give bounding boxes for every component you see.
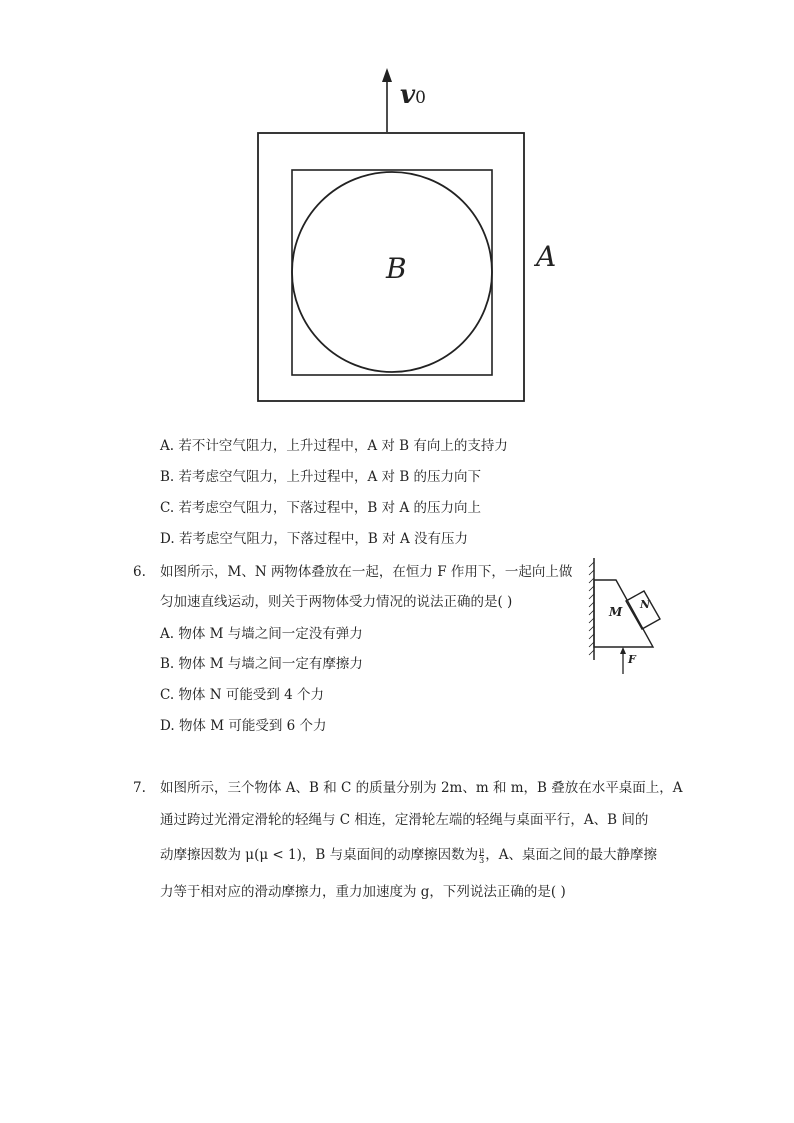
q6-stem-line2: 匀加速直线运动，则关于两物体受力情况的说法正确的是( ) <box>160 594 513 610</box>
q6-number: 6. <box>133 564 146 580</box>
q7-line2: 通过跨过光滑定滑轮的轻绳与 C 相连，定滑轮左端的轻绳与桌面平行，A、B 间的 <box>160 812 649 828</box>
force-arrow-head <box>620 647 626 654</box>
q6-option-b: B. 物体 M 与墙之间一定有摩擦力 <box>160 656 363 672</box>
q5-option-d: D. 若考虑空气阻力，下落过程中，B 对 A 没有压力 <box>160 531 468 547</box>
block-m <box>594 580 653 647</box>
label-a: A <box>536 240 557 273</box>
velocity-arrow-head <box>382 68 392 82</box>
figure-wall-mn <box>586 556 666 678</box>
fraction-mu-over-3: $\frac{\mu}{3}$ <box>479 846 485 865</box>
label-f: F <box>628 653 636 666</box>
label-m: M <box>609 605 623 619</box>
velocity-label: v0 <box>400 80 426 110</box>
q7-number: 7. <box>133 780 146 796</box>
q5-option-c: C. 若考虑空气阻力，下落过程中，B 对 A 的压力向上 <box>160 500 481 516</box>
q7-line3: 动摩擦因数为 μ(μ < 1)，B 与桌面间的动摩擦因数为 $\frac{\mu}{3}$ ，A、桌面之间的最大静摩擦 <box>160 846 658 865</box>
q5-option-b: B. 若考虑空气阻力，上升过程中，A 对 B 的压力向下 <box>160 469 482 485</box>
label-n: N <box>640 598 651 611</box>
figure-box-ab <box>250 60 570 410</box>
q6-option-c: C. 物体 N 可能受到 4 个力 <box>160 687 325 703</box>
q5-option-a: A. 若不计空气阻力，上升过程中，A 对 B 有向上的支持力 <box>160 438 508 454</box>
q6-stem-line1: 如图所示，M、N 两物体叠放在一起，在恒力 F 作用下，一起向上做 <box>160 564 573 580</box>
label-b: B <box>386 252 407 285</box>
q6-option-d: D. 物体 M 可能受到 6 个力 <box>160 718 327 734</box>
q6-option-a: A. 物体 M 与墙之间一定没有弹力 <box>160 626 363 642</box>
q7-line1: 如图所示，三个物体 A、B 和 C 的质量分别为 2m、m 和 m，B 叠放在水平桌面上，A <box>160 780 683 796</box>
q7-line4: 力等于相对应的滑动摩擦力，重力加速度为 g，下列说法正确的是( ) <box>160 884 566 900</box>
